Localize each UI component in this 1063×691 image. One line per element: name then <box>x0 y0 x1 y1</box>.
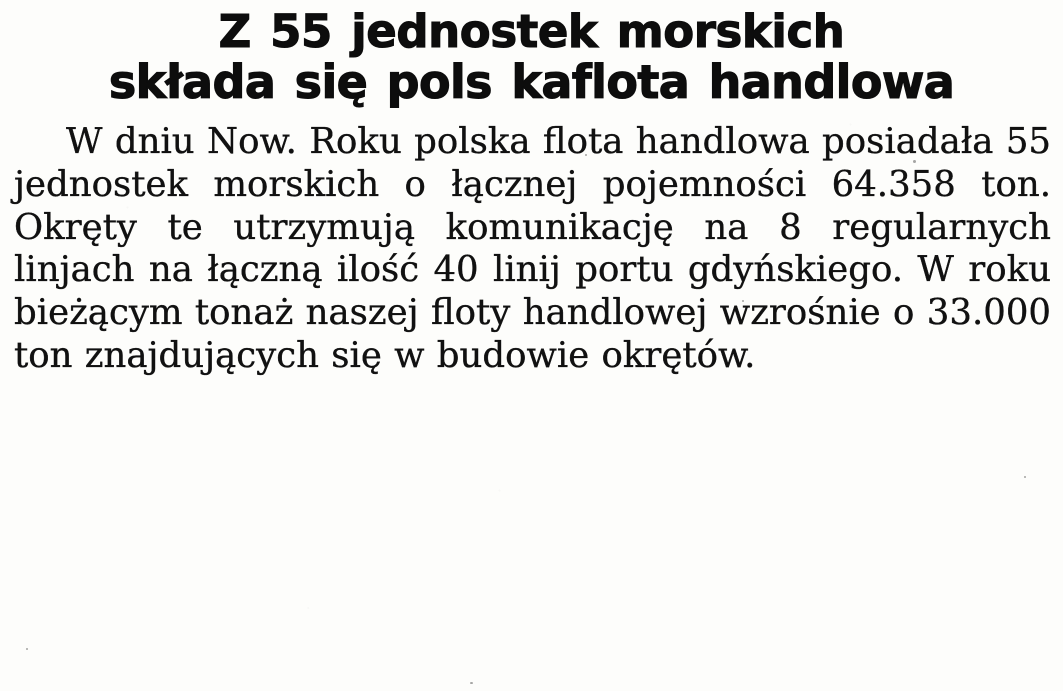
article-headline <box>0 0 1063 110</box>
headline-line-1: Z 55 jednostek morskich <box>218 5 845 58</box>
article-body-text: W dniu Now. Roku polska flota handlowa posiadała 55 jednostek morskich o łącznej pojemności 64.358 ton. Okręty te utrzymują komunikację na 8 regularnych linjach na łączną ilość 40 linij portu gdyńskiego. W roku bieżącym tonaż naszej floty handlowej wzrośnie o 33.000 ton znajdujących się w budowie okrętów. <box>14 121 1051 376</box>
print-speck-icon <box>26 648 28 650</box>
print-speck-icon <box>1024 476 1026 478</box>
print-speck-icon <box>470 682 473 684</box>
article-body <box>14 121 1051 378</box>
headline-line-2: składa się pols kaflota handlowa <box>108 55 955 110</box>
